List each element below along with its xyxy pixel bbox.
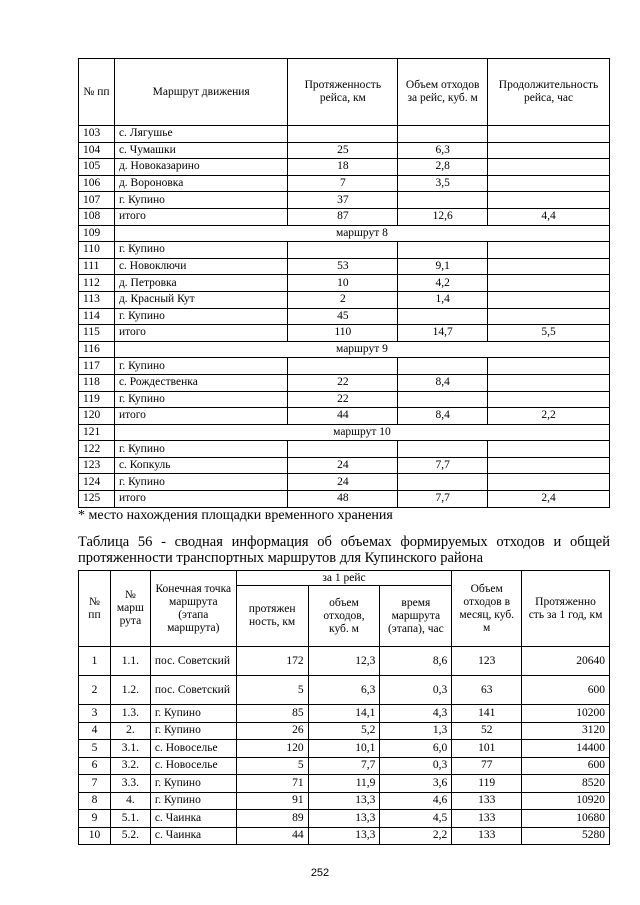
route-point: д. Новоказарино [114, 159, 287, 176]
row-num: 106 [79, 175, 115, 192]
row-num: 109 [79, 225, 115, 242]
trip-duration [488, 242, 610, 259]
trip-volume: 4,2 [398, 275, 488, 292]
row-num: 119 [79, 391, 115, 408]
trip-duration [488, 159, 610, 176]
trip-length: 48 [288, 491, 398, 508]
table-row [79, 810, 610, 828]
table-row [79, 775, 610, 793]
table-row [79, 291, 610, 308]
trip-length [288, 358, 398, 375]
row-num: 1 [79, 647, 111, 676]
trip-time: 4,5 [380, 810, 452, 828]
row-num: 115 [79, 325, 115, 342]
table-row [79, 192, 610, 209]
route-point: г. Купино [114, 192, 287, 209]
trip-length: 25 [288, 142, 398, 159]
table-row [79, 424, 610, 441]
table-row [79, 792, 610, 810]
trip-length: 44 [236, 827, 308, 845]
table-row [79, 740, 610, 758]
trip-duration: 2,2 [488, 408, 610, 425]
table-row [79, 457, 610, 474]
row-num: 2 [79, 676, 111, 705]
trip-length: 22 [288, 391, 398, 408]
table-row [79, 258, 610, 275]
monthly-volume: 133 [452, 827, 522, 845]
route-number: 3.1. [110, 740, 150, 758]
trip-duration [488, 457, 610, 474]
route-point: г. Купино [114, 242, 287, 259]
row-num: 108 [79, 208, 115, 225]
trip-duration [488, 441, 610, 458]
row-num: 118 [79, 374, 115, 391]
row-num: 104 [79, 142, 115, 159]
route-number: 1.2. [110, 676, 150, 705]
trip-length: 85 [236, 705, 308, 723]
trip-time: 2,2 [380, 827, 452, 845]
header-monthly: Объем отходов в месяц, куб. м [452, 571, 522, 647]
trip-time: 4,6 [380, 792, 452, 810]
table-row [79, 341, 610, 358]
trip-time: 6,0 [380, 740, 452, 758]
trip-volume: 7,7 [398, 457, 488, 474]
table-row [79, 142, 610, 159]
trip-time: 8,6 [380, 647, 452, 676]
route-point: итого [114, 491, 287, 508]
trip-duration: 4,4 [488, 208, 610, 225]
route-endpoint: с. Новоселье [150, 757, 236, 775]
table-row [79, 208, 610, 225]
section-label: маршрут 9 [114, 341, 609, 358]
trip-volume: 8,4 [398, 408, 488, 425]
trip-volume: 7,7 [308, 757, 380, 775]
header-route: Маршрут движения [114, 59, 287, 126]
header-length: Протяженность рейса, км [288, 59, 398, 126]
table-row [79, 242, 610, 259]
trip-volume: 6,3 [308, 676, 380, 705]
yearly-length: 10920 [522, 792, 610, 810]
route-number: 3.3. [110, 775, 150, 793]
route-endpoint: г. Купино [150, 722, 236, 740]
route-point: итого [114, 208, 287, 225]
row-num: 125 [79, 491, 115, 508]
trip-volume: 10,1 [308, 740, 380, 758]
monthly-volume: 52 [452, 722, 522, 740]
row-num: 10 [79, 827, 111, 845]
yearly-length: 600 [522, 676, 610, 705]
routes-table [78, 58, 610, 508]
trip-duration [488, 474, 610, 491]
header-volume: Объем отходов за рейс, куб. м [398, 59, 488, 126]
row-num: 117 [79, 358, 115, 375]
route-point: д. Вороновка [114, 175, 287, 192]
trip-length: 22 [288, 374, 398, 391]
trip-volume: 12,3 [308, 647, 380, 676]
trip-length: 2 [288, 291, 398, 308]
monthly-volume: 77 [452, 757, 522, 775]
route-point: г. Купино [114, 441, 287, 458]
table-row [79, 358, 610, 375]
row-num: 121 [79, 424, 115, 441]
trip-volume [398, 474, 488, 491]
trip-length: 120 [236, 740, 308, 758]
trip-time: 1,3 [380, 722, 452, 740]
row-num: 8 [79, 792, 111, 810]
header-length: протяжен ность, км [236, 586, 308, 647]
trip-length: 110 [288, 325, 398, 342]
table-caption: Таблица 56 - сводная информация об объемах формируемых отходов и общей протяженности транспортных маршрутов для Купинского района [78, 534, 610, 566]
row-num: 120 [79, 408, 115, 425]
trip-time: 3,6 [380, 775, 452, 793]
header-num: № пп [79, 59, 115, 126]
header-num: № пп [79, 571, 111, 647]
header-volume: объем отходов, куб. м [308, 586, 380, 647]
row-num: 123 [79, 457, 115, 474]
monthly-volume: 133 [452, 792, 522, 810]
route-number: 1.3. [110, 705, 150, 723]
trip-duration [488, 192, 610, 209]
summary-table [78, 570, 610, 845]
route-endpoint: пос. Советский [150, 676, 236, 705]
table-row [79, 408, 610, 425]
header-yearly: Протяженно сть за 1 год, км [522, 571, 610, 647]
yearly-length: 8520 [522, 775, 610, 793]
trip-volume: 12,6 [398, 208, 488, 225]
trip-length: 89 [236, 810, 308, 828]
trip-length: 5 [236, 757, 308, 775]
trip-length: 71 [236, 775, 308, 793]
route-endpoint: г. Купино [150, 705, 236, 723]
section-label: маршрут 8 [114, 225, 609, 242]
trip-volume [398, 126, 488, 143]
monthly-volume: 123 [452, 647, 522, 676]
trip-duration [488, 275, 610, 292]
row-num: 110 [79, 242, 115, 259]
trip-volume: 8,4 [398, 374, 488, 391]
trip-length: 24 [288, 457, 398, 474]
trip-volume: 2,8 [398, 159, 488, 176]
trip-time: 0,3 [380, 757, 452, 775]
header-time: время маршрута (этапа), час [380, 586, 452, 647]
monthly-volume: 63 [452, 676, 522, 705]
yearly-length: 20640 [522, 647, 610, 676]
table-row [79, 126, 610, 143]
trip-length [288, 126, 398, 143]
route-endpoint: с. Новоселье [150, 740, 236, 758]
table-row [79, 722, 610, 740]
table-row [79, 374, 610, 391]
row-num: 105 [79, 159, 115, 176]
trip-volume: 14,7 [398, 325, 488, 342]
route-point: г. Купино [114, 474, 287, 491]
row-num: 3 [79, 705, 111, 723]
trip-length: 45 [288, 308, 398, 325]
route-point: д. Петровка [114, 275, 287, 292]
trip-length: 24 [288, 474, 398, 491]
yearly-length: 14400 [522, 740, 610, 758]
trip-volume: 5,2 [308, 722, 380, 740]
trip-volume: 14,1 [308, 705, 380, 723]
trip-length: 53 [288, 258, 398, 275]
trip-volume: 7,7 [398, 491, 488, 508]
route-point: с. Чумашки [114, 142, 287, 159]
route-point: итого [114, 325, 287, 342]
route-point: д. Красный Кут [114, 291, 287, 308]
trip-duration [488, 374, 610, 391]
yearly-length: 3120 [522, 722, 610, 740]
route-point: итого [114, 408, 287, 425]
route-number: 5.1. [110, 810, 150, 828]
row-num: 112 [79, 275, 115, 292]
yearly-length: 10200 [522, 705, 610, 723]
route-point: с. Лягушье [114, 126, 287, 143]
route-endpoint: пос. Советский [150, 647, 236, 676]
trip-time: 4,3 [380, 705, 452, 723]
row-num: 107 [79, 192, 115, 209]
trip-volume: 3,5 [398, 175, 488, 192]
trip-length: 87 [288, 208, 398, 225]
row-num: 111 [79, 258, 115, 275]
yearly-length: 600 [522, 757, 610, 775]
trip-duration [488, 175, 610, 192]
trip-duration [488, 258, 610, 275]
header-endpoint: Конечная точка маршрута (этапа маршрута) [150, 571, 236, 647]
table-row [79, 474, 610, 491]
table-row [79, 275, 610, 292]
table-row [79, 491, 610, 508]
monthly-volume: 101 [452, 740, 522, 758]
trip-volume: 13,3 [308, 810, 380, 828]
table-row [79, 676, 610, 705]
header-per-trip: за 1 рейс [236, 571, 452, 586]
table-row [79, 175, 610, 192]
trip-volume: 13,3 [308, 792, 380, 810]
route-number: 2. [110, 722, 150, 740]
section-label: маршрут 10 [114, 424, 609, 441]
row-num: 7 [79, 775, 111, 793]
trip-duration [488, 358, 610, 375]
trip-volume: 13,3 [308, 827, 380, 845]
table-row [79, 757, 610, 775]
header-route-no: № марш рута [110, 571, 150, 647]
trip-time: 0,3 [380, 676, 452, 705]
page-number: 252 [310, 867, 330, 879]
trip-duration [488, 291, 610, 308]
trip-length: 26 [236, 722, 308, 740]
trip-length: 172 [236, 647, 308, 676]
row-num: 9 [79, 810, 111, 828]
row-num: 122 [79, 441, 115, 458]
row-num: 113 [79, 291, 115, 308]
route-endpoint: с. Чаинка [150, 810, 236, 828]
monthly-volume: 141 [452, 705, 522, 723]
table-row [79, 647, 610, 676]
route-number: 5.2. [110, 827, 150, 845]
trip-length: 5 [236, 676, 308, 705]
table-row [79, 225, 610, 242]
table-row [79, 705, 610, 723]
trip-length: 7 [288, 175, 398, 192]
trip-length: 10 [288, 275, 398, 292]
trip-volume [398, 358, 488, 375]
trip-volume: 11,9 [308, 775, 380, 793]
trip-volume: 9,1 [398, 258, 488, 275]
route-number: 1.1. [110, 647, 150, 676]
monthly-volume: 119 [452, 775, 522, 793]
trip-volume [398, 391, 488, 408]
route-point: г. Купино [114, 358, 287, 375]
yearly-length: 5280 [522, 827, 610, 845]
trip-length: 91 [236, 792, 308, 810]
trip-length [288, 441, 398, 458]
route-point: с. Копкуль [114, 457, 287, 474]
header-duration: Продолжительность рейса, час [488, 59, 610, 126]
row-num: 124 [79, 474, 115, 491]
route-point: с. Рождественка [114, 374, 287, 391]
route-number: 3.2. [110, 757, 150, 775]
trip-duration: 5,5 [488, 325, 610, 342]
trip-volume [398, 242, 488, 259]
route-endpoint: с. Чаинка [150, 827, 236, 845]
yearly-length: 10680 [522, 810, 610, 828]
trip-length: 18 [288, 159, 398, 176]
table-row [79, 441, 610, 458]
route-point: г. Купино [114, 308, 287, 325]
trip-duration [488, 126, 610, 143]
trip-volume: 1,4 [398, 291, 488, 308]
row-num: 114 [79, 308, 115, 325]
trip-volume [398, 308, 488, 325]
routes-table-header [79, 59, 610, 126]
route-number: 4. [110, 792, 150, 810]
trip-length: 37 [288, 192, 398, 209]
trip-duration: 2,4 [488, 491, 610, 508]
row-num: 6 [79, 757, 111, 775]
trip-length [288, 242, 398, 259]
table-row [79, 308, 610, 325]
monthly-volume: 133 [452, 810, 522, 828]
trip-duration [488, 391, 610, 408]
table-row [79, 391, 610, 408]
trip-duration [488, 142, 610, 159]
route-point: г. Купино [114, 391, 287, 408]
trip-volume: 6,3 [398, 142, 488, 159]
table-row [79, 827, 610, 845]
row-num: 5 [79, 740, 111, 758]
trip-volume [398, 192, 488, 209]
row-num: 116 [79, 341, 115, 358]
footnote: * место нахождения площадки временного хранения [78, 508, 393, 523]
row-num: 4 [79, 722, 111, 740]
route-point: с. Новоключи [114, 258, 287, 275]
row-num: 103 [79, 126, 115, 143]
route-endpoint: г. Купино [150, 775, 236, 793]
trip-duration [488, 308, 610, 325]
route-endpoint: г. Купино [150, 792, 236, 810]
table-row [79, 159, 610, 176]
table-row [79, 325, 610, 342]
trip-length: 44 [288, 408, 398, 425]
trip-volume [398, 441, 488, 458]
